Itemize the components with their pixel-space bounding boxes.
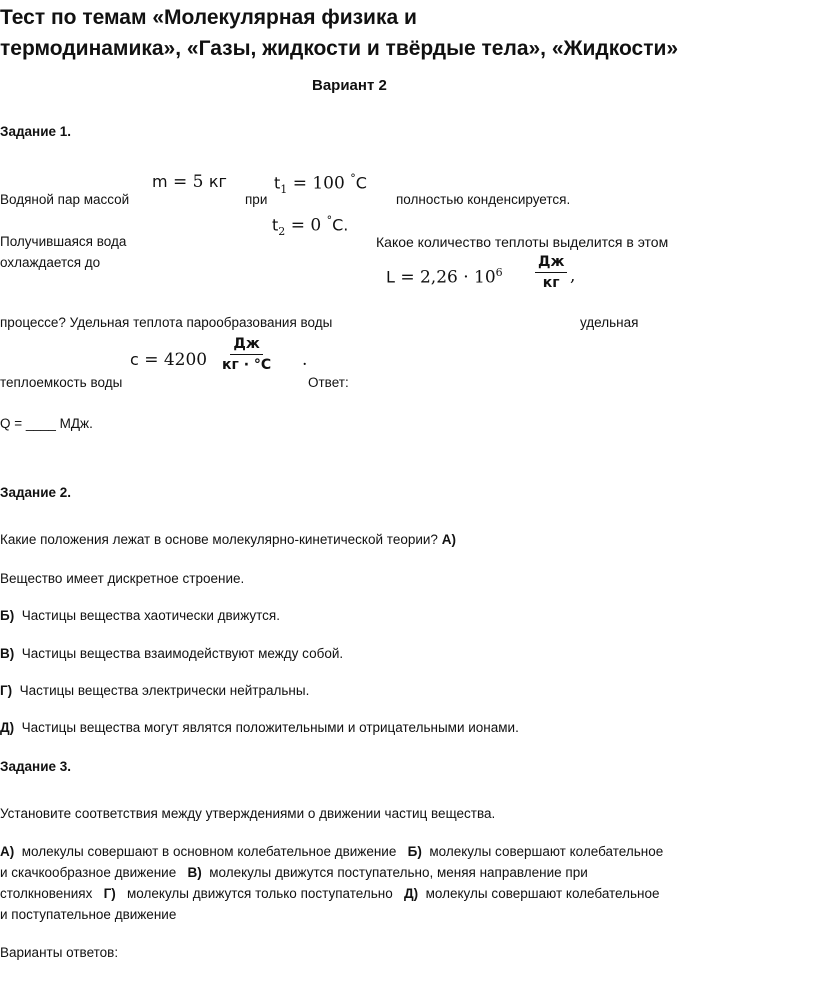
formula-heat-capacity: c = 4200: [130, 350, 208, 370]
task1-text-at: при: [245, 192, 268, 207]
task1-text-howmuch: Какое количество теплоты выделится в этом: [376, 234, 669, 250]
formula-comma: ,: [570, 266, 576, 286]
task1-heading: Задание 1.: [0, 124, 72, 139]
task3-statements-line-1: А) молекулы совершают в основном колебательное движение Б) молекулы совершают колебательное: [0, 844, 664, 859]
task1-text-condenses: полностью конденсируется.: [396, 192, 571, 207]
task1-text-process: процессе? Удельная теплота парообразования воды: [0, 315, 333, 330]
task1-text-capacity: теплоемкость воды: [0, 375, 123, 390]
formula-latent-heat: $L = 2,26 \cdot 10^6$: [386, 266, 503, 288]
task3-statements-line-3: столкновениях Г) молекулы движутся только поступательно Д) молекулы совершают колебательное: [0, 886, 660, 901]
task2-option-b: Б) Частицы вещества хаотически движутся.: [0, 608, 280, 623]
title-line-1: Тест по темам «Молекулярная физика и: [0, 6, 417, 29]
task2-option-g: Г) Частицы вещества электрически нейтральны.: [0, 683, 310, 698]
task2-option-d: Д) Частицы вещества могут являтся положительными и отрицательными ионами.: [0, 720, 519, 735]
task1-text-specific: удельная: [580, 315, 639, 330]
task2-option-v: В) Частицы вещества взаимодействуют между собой.: [0, 646, 344, 661]
formula-t2: $t_2 = 0$ °С.: [272, 214, 349, 239]
formula-t1: $t_1 = 100$ °C: [274, 172, 367, 197]
title-line-2: термодинамика», «Газы, жидкости и твёрдые тела», «Жидкости»: [0, 37, 679, 60]
formula-mass: m = 5 кг: [152, 172, 227, 192]
task3-statements-line-4: и поступательное движение: [0, 907, 177, 922]
task1-text-answer: Ответ:: [308, 375, 349, 390]
task3-heading: Задание 3.: [0, 759, 72, 774]
task1-text-cools: охлаждается до: [0, 255, 101, 270]
task2-question: Какие положения лежат в основе молекулярно-кинетической теории? А): [0, 532, 456, 547]
task1-text-water: Получившаяся вода: [0, 234, 127, 249]
task1-text-steam: Водяной пар массой: [0, 192, 130, 207]
variant-label: Вариант 2: [312, 77, 387, 94]
task2-heading: Задание 2.: [0, 485, 72, 500]
task3-answers-label: Варианты ответов:: [0, 945, 119, 960]
task1-answer-field: Q = ____ МДж.: [0, 416, 93, 431]
formula-heat-capacity-fraction: Дж кг · °C: [222, 336, 272, 373]
formula-latent-heat-fraction: Дж кг: [535, 254, 567, 291]
task3-instruction: Установите соответствия между утверждениями о движении частиц вещества.: [0, 806, 496, 821]
task2-option-a: Вещество имеет дискретное строение.: [0, 571, 245, 586]
task3-statements-line-2: и скачкообразное движение В) молекулы движутся поступательно, меняя направление при: [0, 865, 588, 880]
formula-dot: .: [302, 350, 308, 370]
